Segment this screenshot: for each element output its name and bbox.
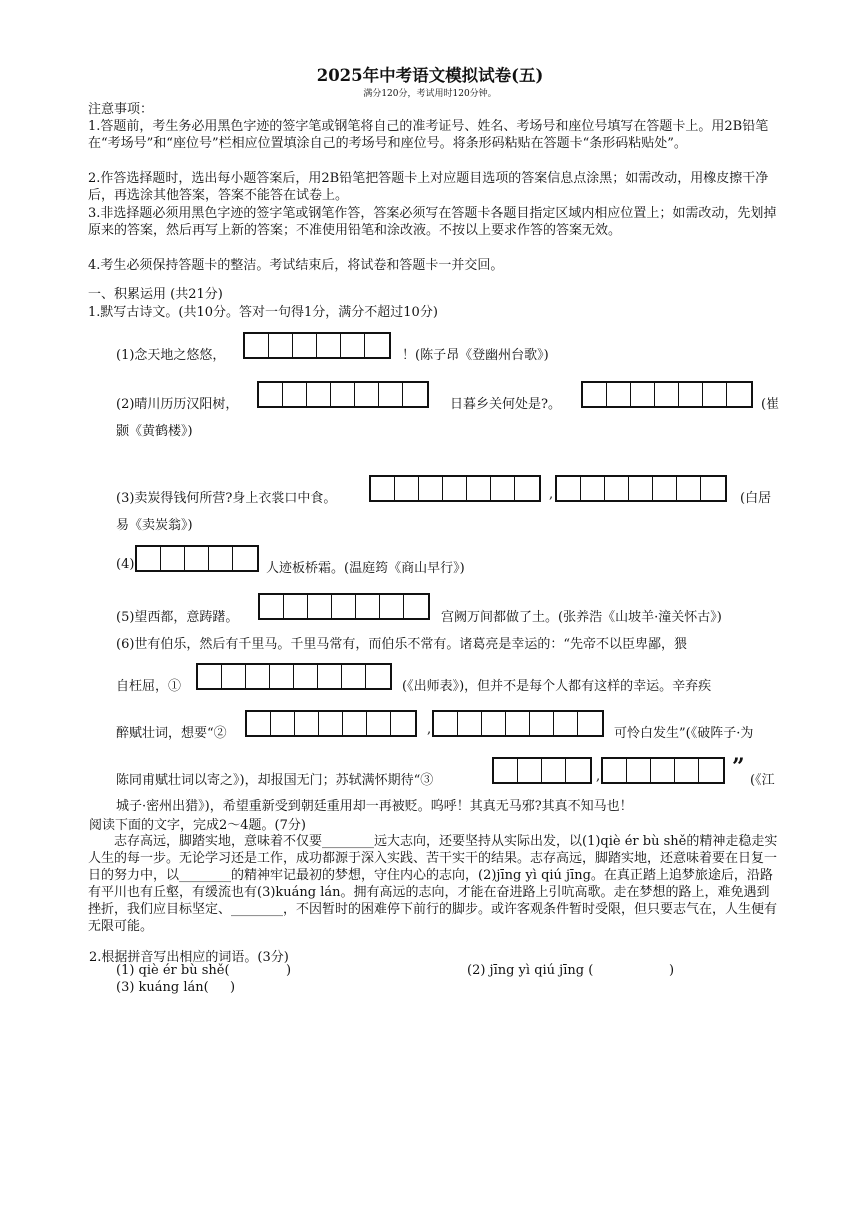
notice-item-4: 4.考生必须保持答题卡的整洁。考试结束后，将试卷和答题卡一并交回。 — [88, 258, 504, 273]
notice-heading: 注意事项： — [88, 102, 154, 117]
q2-3-close: ) — [230, 980, 236, 995]
answer-boxes-q1-4[interactable] — [135, 545, 259, 572]
q1-1-text-a: (1)念天地之悠悠， — [116, 348, 226, 363]
q1-4-text-a: (4) — [116, 557, 135, 572]
q1-1-text-b: ！(陈子昂《登幽州台歌》) — [402, 348, 549, 363]
answer-boxes-q1-3b[interactable] — [555, 475, 727, 502]
q1-6-close-quote: ” — [732, 754, 745, 780]
answer-boxes-q1-6-1[interactable] — [196, 663, 392, 690]
q1-2-text-b: 日暮乡关何处是?。 — [450, 397, 561, 412]
answer-boxes-q1-6-3a[interactable] — [492, 757, 592, 784]
q1-stem: 1.默写古诗文。(共10分。答对一句得1分，满分不超过10分) — [88, 305, 438, 320]
q2-3-label: (3) kuáng lán( — [116, 980, 209, 995]
q2-stem: 2.根据拼音写出相应的词语。(3分) — [89, 950, 289, 965]
q1-3-comma: , — [549, 487, 554, 502]
page-subtitle: 满分120分，考试用时120分钟。 — [363, 89, 497, 99]
answer-boxes-q1-1[interactable] — [243, 332, 391, 359]
q1-6-text-f: 陈同甫赋壮词以寄之》)，却报国无门；苏轼满怀期待“③ — [116, 773, 434, 788]
q1-2-text-c: (崔 — [761, 397, 780, 412]
q1-6-comma2: , — [596, 769, 601, 784]
q1-2-text-d: 颢《黄鹤楼》) — [116, 424, 193, 439]
q1-6-text-c: (《出师表》)，但并不是每个人都有这样的幸运。辛弃疾 — [402, 679, 712, 694]
reading-passage: 志存高远，脚踏实地，意味着不仅要________远大志向，还要坚持从实际出发，以(1)qiè ér bù shě的精神走稳走实人生的每一步。无论学习还是工作，成功都源于深入实践、苦干实干的结果。志存高远，脚踏实地，还意味着要在日复一日的努力中，以________的精神牢记最初的梦想，守住内心的志向，(2)jīng yì qiú jīng。在真正踏上追梦旅途后，沿路有平川也有丘壑，有缓流也有(3)kuáng lán。拥有高远的志向，才能在奋进路上引吭高歌。走在梦想的路上，难免遇到挫折，我们应目标坚定、________，不因暂时的困难停下前行的脚步。或许客观条件暂时受限，但只要志气在，人生便有无限可能。 — [88, 834, 778, 934]
q2-2-close: ) — [669, 963, 675, 978]
q1-5-text-a: (5)望西都，意踌躇。 — [116, 610, 239, 625]
notice-item-1: 1.答题前，考生务必用黑色字迹的签字笔或钢笔将自己的准考证号、姓名、考场号和座位号填写在答题卡上。用2B铅笔在“考场号”和“座位号”栏相应位置填涂自己的考场号和座位号。将条形码粘贴在答题卡“条形码粘贴处”。 — [88, 119, 769, 151]
q1-3-text-c: 易《卖炭翁》) — [116, 518, 193, 533]
notice-item-3: 3.非选择题必须用黑色字迹的签字笔或钢笔作答，答案必须写在答题卡各题目指定区域内相应位置上；如需改动，先划掉原来的答案，然后再写上新的答案；不准使用铅笔和涂改液。不按以上要求作答的答案无效。 — [88, 206, 777, 238]
q2-2-label: (2) jīng yì qiú jīng ( — [467, 963, 594, 978]
q1-6-text-h: 城子·密州出猎》)，希望重新受到朝廷重用却一再被贬。呜呼！其真无马邪?其真不知马也！ — [116, 799, 633, 814]
q1-6-text-a: (6)世有伯乐，然后有千里马。千里马常有，而伯乐不常有。诸葛亮是幸运的：“先帝不以臣卑鄙，猥 — [116, 637, 688, 652]
answer-boxes-q1-2b[interactable] — [581, 381, 753, 408]
q1-2-text-a: (2)晴川历历汉阳树， — [116, 397, 239, 412]
q1-6-text-g: (《江 — [750, 773, 775, 788]
q1-4-text-b: 人迹板桥霜。(温庭筠《商山早行》) — [266, 561, 465, 576]
answer-boxes-q1-5[interactable] — [258, 593, 430, 620]
answer-boxes-q1-3a[interactable] — [369, 475, 541, 502]
q2-1-label: (1) qiè ér bù shě( — [116, 963, 230, 978]
page-title: 2025年中考语文模拟试卷(五) — [316, 66, 544, 85]
q1-6-text-d: 醉赋壮词，想要“② — [116, 726, 227, 741]
notice-item-2: 2.作答选择题时，选出每小题答案后，用2B铅笔把答题卡上对应题目选项的答案信息点涂黑；如需改动，用橡皮擦干净后，再选涂其他答案，答案不能答在试卷上。 — [88, 171, 769, 203]
answer-boxes-q1-6-2a[interactable] — [245, 710, 417, 737]
q1-5-text-b: 宫阙万间都做了土。(张养浩《山坡羊·潼关怀古》) — [441, 610, 722, 625]
reading-intro: 阅读下面的文字，完成2～4题。(7分) — [89, 818, 306, 833]
q1-6-text-e: 可怜白发生”(《破阵子·为 — [614, 726, 754, 741]
q1-6-text-b: 自枉屈，① — [116, 679, 182, 694]
q1-3-text-b: (白居 — [740, 491, 772, 506]
q2-1-close: ) — [286, 963, 292, 978]
q1-6-comma: , — [427, 722, 432, 737]
q1-3-text-a: (3)卖炭得钱何所营?身上衣裳口中食。 — [116, 491, 337, 506]
answer-boxes-q1-6-3b[interactable] — [601, 757, 725, 784]
section1-heading: 一、积累运用 (共21分) — [88, 287, 223, 302]
answer-boxes-q1-2a[interactable] — [257, 381, 429, 408]
answer-boxes-q1-6-2b[interactable] — [432, 710, 604, 737]
